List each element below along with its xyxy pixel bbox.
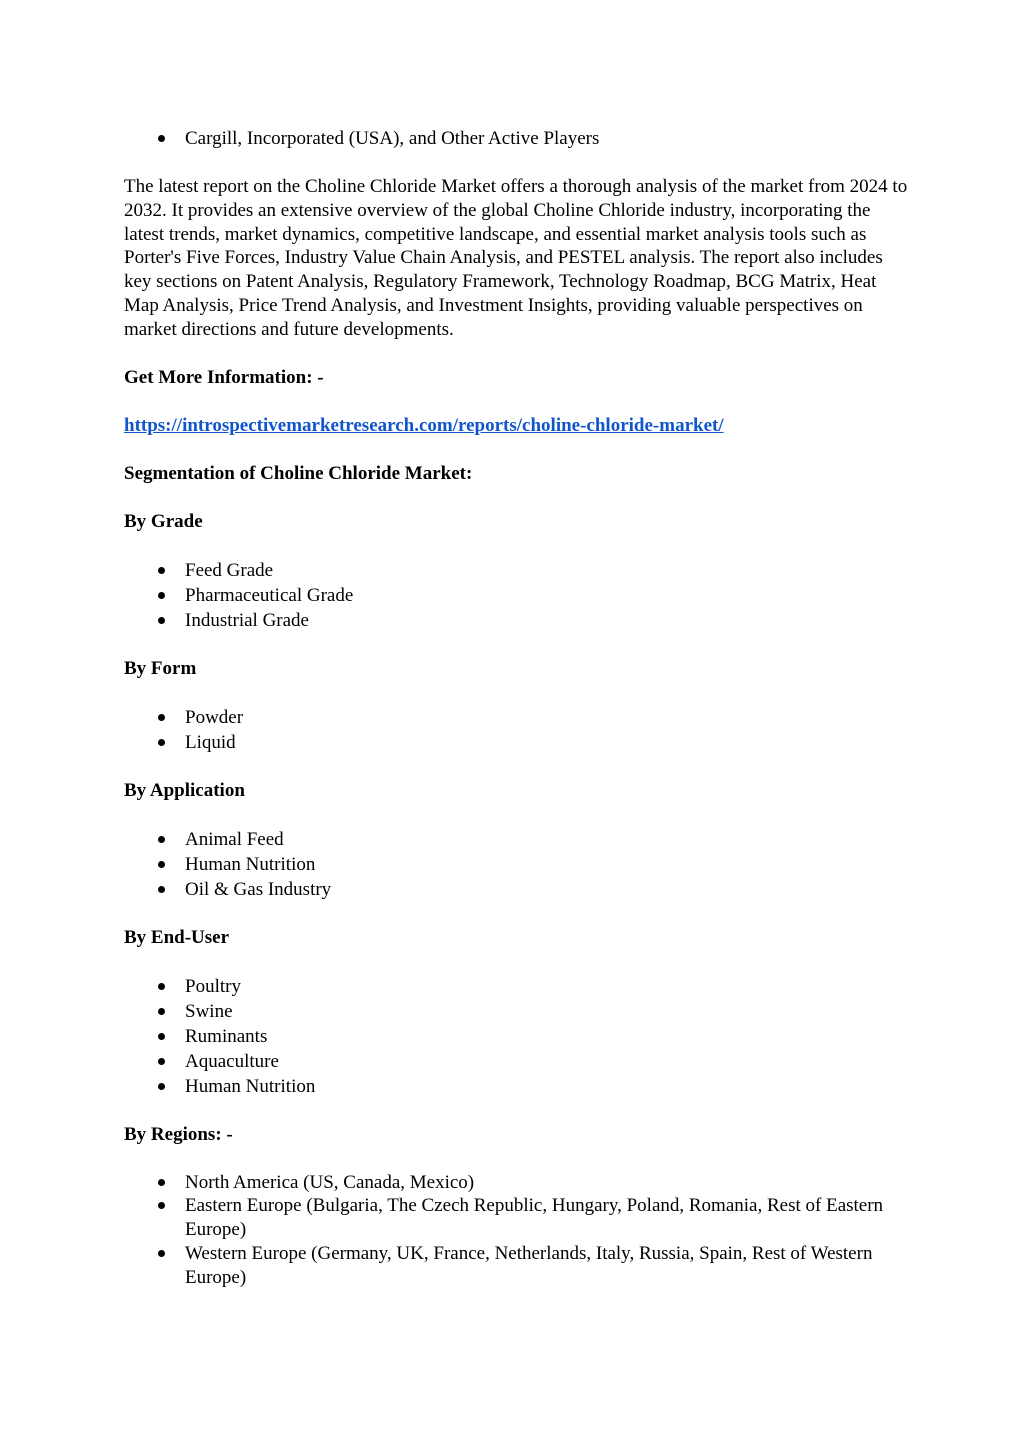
list-item: Human Nutrition <box>124 852 914 877</box>
regions-list <box>124 1171 914 1290</box>
more-info-heading: Get More Information: - <box>124 366 324 388</box>
by-application-heading: By Application <box>124 779 245 801</box>
by-end-user-heading: By End-User <box>124 926 230 948</box>
bullet-icon <box>158 983 165 990</box>
bullet-icon <box>158 1083 165 1090</box>
list-item: Liquid <box>124 730 914 755</box>
report-link-line <box>124 414 914 438</box>
list-item: Ruminants <box>124 1024 914 1049</box>
list-item: Human Nutrition <box>124 1074 914 1099</box>
bullet-icon <box>158 1033 165 1040</box>
bullet-icon <box>158 861 165 868</box>
bullet-icon <box>158 886 165 893</box>
bullet-icon <box>158 592 165 599</box>
list-item: Cargill, Incorporated (USA), and Other Active Players <box>124 126 914 151</box>
bullet-icon <box>158 739 165 746</box>
list-item: Oil & Gas Industry <box>124 877 914 902</box>
form-list <box>124 705 914 755</box>
by-regions-heading: By Regions: - <box>124 1123 233 1145</box>
by-form-heading: By Form <box>124 657 197 679</box>
bullet-icon <box>158 1008 165 1015</box>
list-item: Poultry <box>124 974 914 999</box>
list-item: Industrial Grade <box>124 608 914 633</box>
document-page <box>124 126 914 1290</box>
list-item: Swine <box>124 999 914 1024</box>
bullet-icon <box>158 135 165 142</box>
list-item: Feed Grade <box>124 558 914 583</box>
list-item: Aquaculture <box>124 1049 914 1074</box>
list-item: Powder <box>124 705 914 730</box>
segmentation-heading: Segmentation of Choline Chloride Market: <box>124 462 473 484</box>
grade-list <box>124 558 914 633</box>
bullet-icon <box>158 1250 165 1257</box>
bullet-icon <box>158 1202 165 1209</box>
list-item: Pharmaceutical Grade <box>124 583 914 608</box>
bullet-icon <box>158 617 165 624</box>
by-grade-heading: By Grade <box>124 510 203 532</box>
list-item: North America (US, Canada, Mexico) <box>124 1171 914 1195</box>
players-list <box>124 126 914 151</box>
list-item: Western Europe (Germany, UK, France, Netherlands, Italy, Russia, Spain, Rest of Western Europe) <box>124 1242 914 1290</box>
list-item: Animal Feed <box>124 827 914 852</box>
bullet-icon <box>158 836 165 843</box>
end-user-list <box>124 974 914 1099</box>
report-link[interactable]: https://introspectivemarketresearch.com/reports/choline-chloride-market/ <box>124 414 724 436</box>
bullet-icon <box>158 1058 165 1065</box>
bullet-icon <box>158 1179 165 1186</box>
bullet-icon <box>158 714 165 721</box>
application-list <box>124 827 914 902</box>
intro-paragraph: The latest report on the Choline Chloride Market offers a thorough analysis of the market from 2024 to 2032. It provides an extensive overview of the global Choline Chloride industry, incorporating the latest trends, market dynamics, competitive landscape, and essential market analysis tools such as Porter's Five Forces, Industry Value Chain Analysis, and PESTEL analysis. The report also includes key sections on Patent Analysis, Regulatory Framework, Technology Roadmap, BCG Matrix, Heat Map Analysis, Price Trend Analysis, and Investment Insights, providing valuable perspectives on market directions and future developments. <box>124 176 908 340</box>
list-item: Eastern Europe (Bulgaria, The Czech Republic, Hungary, Poland, Romania, Rest of Eastern Europe) <box>124 1194 914 1242</box>
bullet-icon <box>158 567 165 574</box>
